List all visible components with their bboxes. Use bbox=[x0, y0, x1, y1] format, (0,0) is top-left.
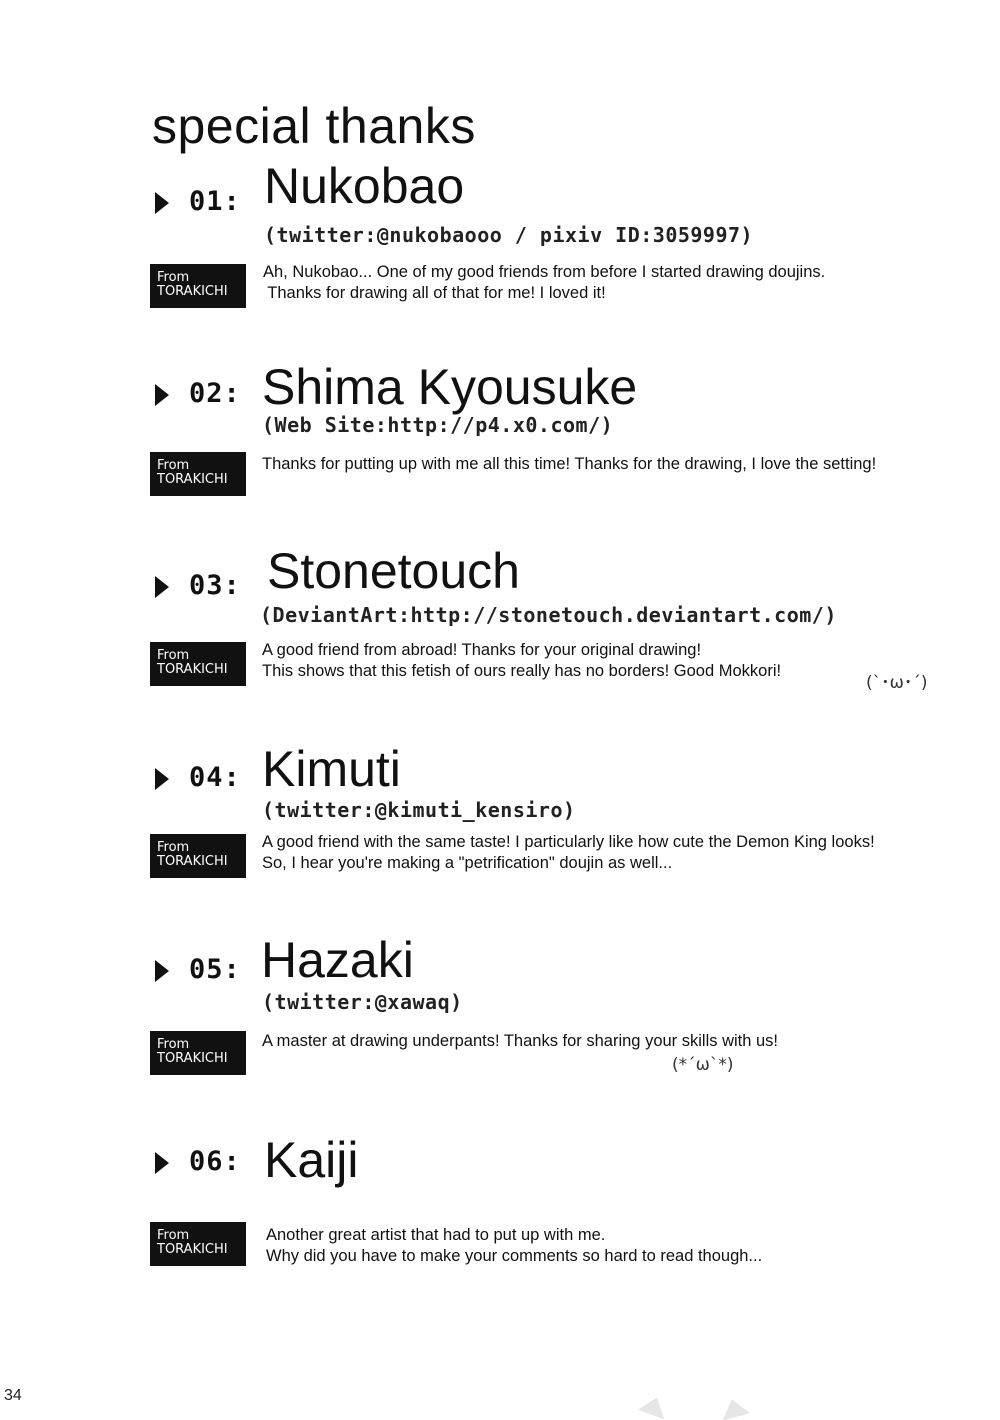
bullet-arrow-icon bbox=[155, 576, 169, 598]
from-author: TORAKICHI bbox=[157, 854, 228, 869]
comment-line: A master at drawing underpants! Thanks for sharing your skills with us! bbox=[262, 1032, 779, 1050]
comment-line: This shows that this fetish of ours really has no borders! Good Mokkori! bbox=[262, 662, 782, 680]
bullet-arrow-icon bbox=[155, 960, 169, 982]
bullet-arrow-icon bbox=[155, 768, 169, 790]
entry-name: Shima Kyousuke bbox=[262, 359, 638, 415]
comment-line: Why did you have to make your comments so hard to read though... bbox=[266, 1247, 763, 1265]
comment-line: A good friend from abroad! Thanks for your original drawing! bbox=[262, 641, 702, 659]
entry-number: 02: bbox=[189, 378, 241, 409]
entry-number: 04: bbox=[189, 762, 241, 793]
entry-number: 06: bbox=[189, 1146, 241, 1177]
entry-handle: (twitter:@xawaq) bbox=[262, 990, 463, 1014]
from-author: TORAKICHI bbox=[157, 284, 228, 299]
from-label-box bbox=[150, 452, 246, 496]
bullet-arrow-icon bbox=[155, 1152, 169, 1174]
from-label: From bbox=[157, 270, 190, 285]
comment-line: Ah, Nukobao... One of my good friends from before I started drawing doujins. bbox=[263, 263, 826, 281]
entry-number: 01: bbox=[189, 186, 241, 217]
scan-artifact bbox=[638, 1393, 670, 1419]
comment-line: A good friend with the same taste! I particularly like how cute the Demon King looks! bbox=[262, 833, 875, 851]
from-label-box bbox=[150, 1031, 246, 1075]
emoticon: (`･ω･´) bbox=[866, 673, 928, 693]
from-label-box bbox=[150, 264, 246, 308]
entry-comment bbox=[262, 640, 781, 682]
bullet-arrow-icon bbox=[155, 192, 169, 214]
entry-name: Kimuti bbox=[262, 741, 401, 797]
entry-handle: (twitter:@nukobaooo / pixiv ID:3059997) bbox=[264, 223, 754, 247]
from-label: From bbox=[157, 458, 190, 473]
entry-comment bbox=[262, 1031, 778, 1052]
comment-line: So, I hear you're making a "petrification" doujin as well... bbox=[262, 854, 673, 872]
from-label-box bbox=[150, 834, 246, 878]
from-author: TORAKICHI bbox=[157, 662, 228, 677]
entry-number: 05: bbox=[189, 954, 241, 985]
comment-line: Another great artist that had to put up with me. bbox=[266, 1226, 606, 1244]
entry-comment bbox=[262, 454, 876, 475]
from-label: From bbox=[157, 1037, 190, 1052]
page-number: 34 bbox=[4, 1387, 22, 1404]
entry-comment bbox=[266, 1225, 762, 1267]
bullet-arrow-icon bbox=[155, 384, 169, 406]
entry-handle: (twitter:@kimuti_kensiro) bbox=[262, 798, 576, 822]
entry-handle: (DeviantArt:http://stonetouch.deviantart.com/) bbox=[260, 603, 837, 627]
from-label-box bbox=[150, 642, 246, 686]
entry-number: 03: bbox=[189, 570, 241, 601]
entry-name: Hazaki bbox=[261, 932, 414, 988]
comment-line: Thanks for putting up with me all this time! Thanks for the drawing, I love the setting! bbox=[262, 455, 877, 473]
from-author: TORAKICHI bbox=[157, 1051, 228, 1066]
from-label-box bbox=[150, 1222, 246, 1266]
entry-handle: (Web Site:http://p4.x0.com/) bbox=[262, 413, 614, 437]
emoticon: (*´ω`*) bbox=[672, 1055, 734, 1075]
page-title: special thanks bbox=[152, 98, 476, 154]
from-label: From bbox=[157, 648, 190, 663]
entry-comment bbox=[263, 262, 825, 304]
comment-line: Thanks for drawing all of that for me! I loved it! bbox=[263, 284, 606, 302]
scan-artifact bbox=[718, 1396, 750, 1420]
entry-name: Nukobao bbox=[264, 158, 465, 214]
from-label: From bbox=[157, 840, 190, 855]
from-label: From bbox=[157, 1228, 190, 1243]
from-author: TORAKICHI bbox=[157, 472, 228, 487]
entry-name: Kaiji bbox=[264, 1132, 359, 1188]
entry-name: Stonetouch bbox=[267, 543, 520, 599]
from-author: TORAKICHI bbox=[157, 1242, 228, 1257]
entry-comment bbox=[262, 832, 875, 874]
